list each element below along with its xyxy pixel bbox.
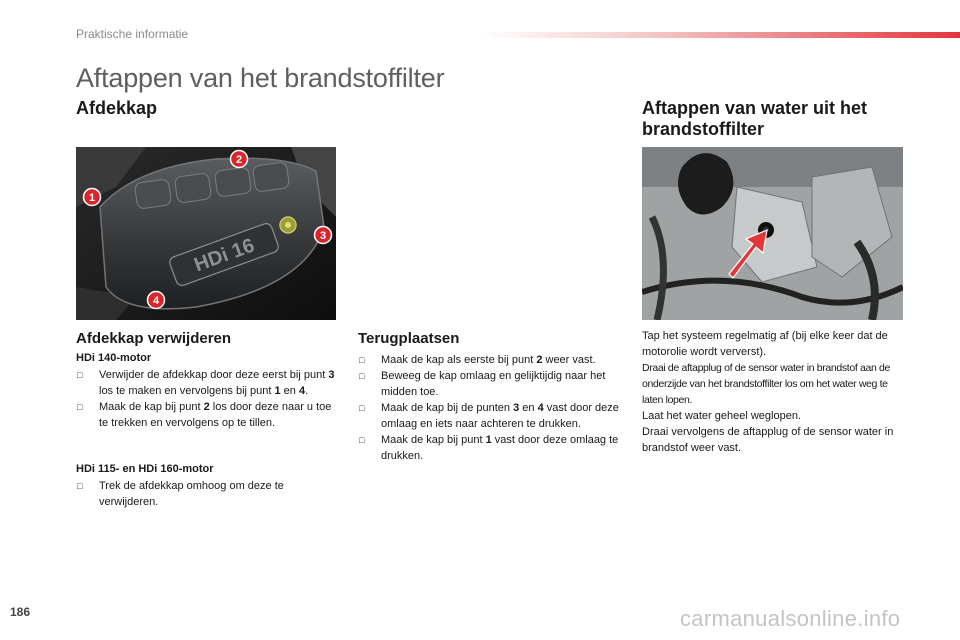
refitting-instructions: [358, 352, 620, 464]
square-bullet-icon: □: [359, 371, 365, 381]
square-bullet-icon: □: [359, 403, 365, 413]
list-item: □ Maak de kap bij punt 1 vast door deze omlaag te drukken.: [359, 434, 619, 462]
square-bullet-icon: □: [359, 435, 365, 445]
callout-4: [148, 292, 165, 309]
list-item: □ Maak de kap als eerste bij punt 2 weer vast.: [359, 354, 596, 366]
heading-water-draining: Aftappen van water uit het brandstoffilter: [642, 98, 868, 139]
subheading-cover-removal: Afdekkap verwijderen: [76, 330, 232, 347]
engine-cover-text: HDi 16: [191, 234, 258, 277]
water-draining-instructions: [642, 328, 908, 456]
hdi140-instructions: [76, 350, 338, 431]
square-bullet-icon: □: [77, 370, 83, 380]
list-item: □ Maak de kap bij punt 2 los door deze naar u toe te trekken en vervolgens op te tillen.: [77, 401, 332, 429]
square-bullet-icon: □: [359, 355, 365, 365]
model-label-hdi115-160: HDi 115- en HDi 160-motor: [76, 463, 214, 475]
heading-afdekkap: Afdekkap: [76, 98, 158, 118]
square-bullet-icon: □: [77, 481, 83, 491]
square-bullet-icon: □: [77, 402, 83, 412]
callout-3: [315, 227, 332, 244]
svg-text:1: 1: [88, 192, 96, 204]
paragraph: Draai de aftapplug of de sensor water in brandstof aan de onderzijde van het brandstoffilter los om het water weg te laten lopen.: [642, 362, 890, 406]
svg-text:4: 4: [152, 295, 160, 307]
list-item: □ Maak de kap bij de punten 3 en 4 vast door deze omlaag en iets naar achteren te drukken.: [359, 402, 619, 430]
watermark: carmanualsonline.info: [680, 606, 901, 631]
engine-cover-image: [76, 147, 336, 320]
model-label-hdi140: HDi 140-motor: [76, 352, 152, 364]
fuel-filter-image: [642, 147, 903, 320]
subheading-refitting: Terugplaatsen: [358, 330, 460, 347]
list-item: □ Trek de afdekkap omhoog om deze te verwijderen.: [77, 480, 284, 508]
list-item: □ Verwijder de afdekkap door deze eerst bij punt 3 los te maken en vervolgens bij punt 1 en 4.: [77, 369, 335, 397]
svg-text:2: 2: [235, 154, 243, 166]
page-number: 186: [10, 605, 31, 619]
svg-text:3: 3: [319, 230, 327, 242]
paragraph: Tap het systeem regelmatig af (bij elke keer dat de motorolie wordt ververst).: [642, 330, 888, 358]
header-accent-bar: [480, 32, 960, 38]
callout-1: [84, 189, 101, 206]
paragraph: Laat het water geheel weglopen.: [642, 410, 802, 422]
hdi115-160-instructions: [76, 461, 338, 510]
page-title: Aftappen van het brandstoffilter: [76, 63, 445, 93]
section-label: Praktische informatie: [76, 27, 189, 41]
paragraph: Draai vervolgens de aftapplug of de sensor water in brandstof weer vast.: [642, 426, 894, 454]
callout-2: [231, 151, 248, 168]
list-item: □ Beweeg de kap omlaag en gelijktijdig naar het midden toe.: [359, 370, 606, 398]
